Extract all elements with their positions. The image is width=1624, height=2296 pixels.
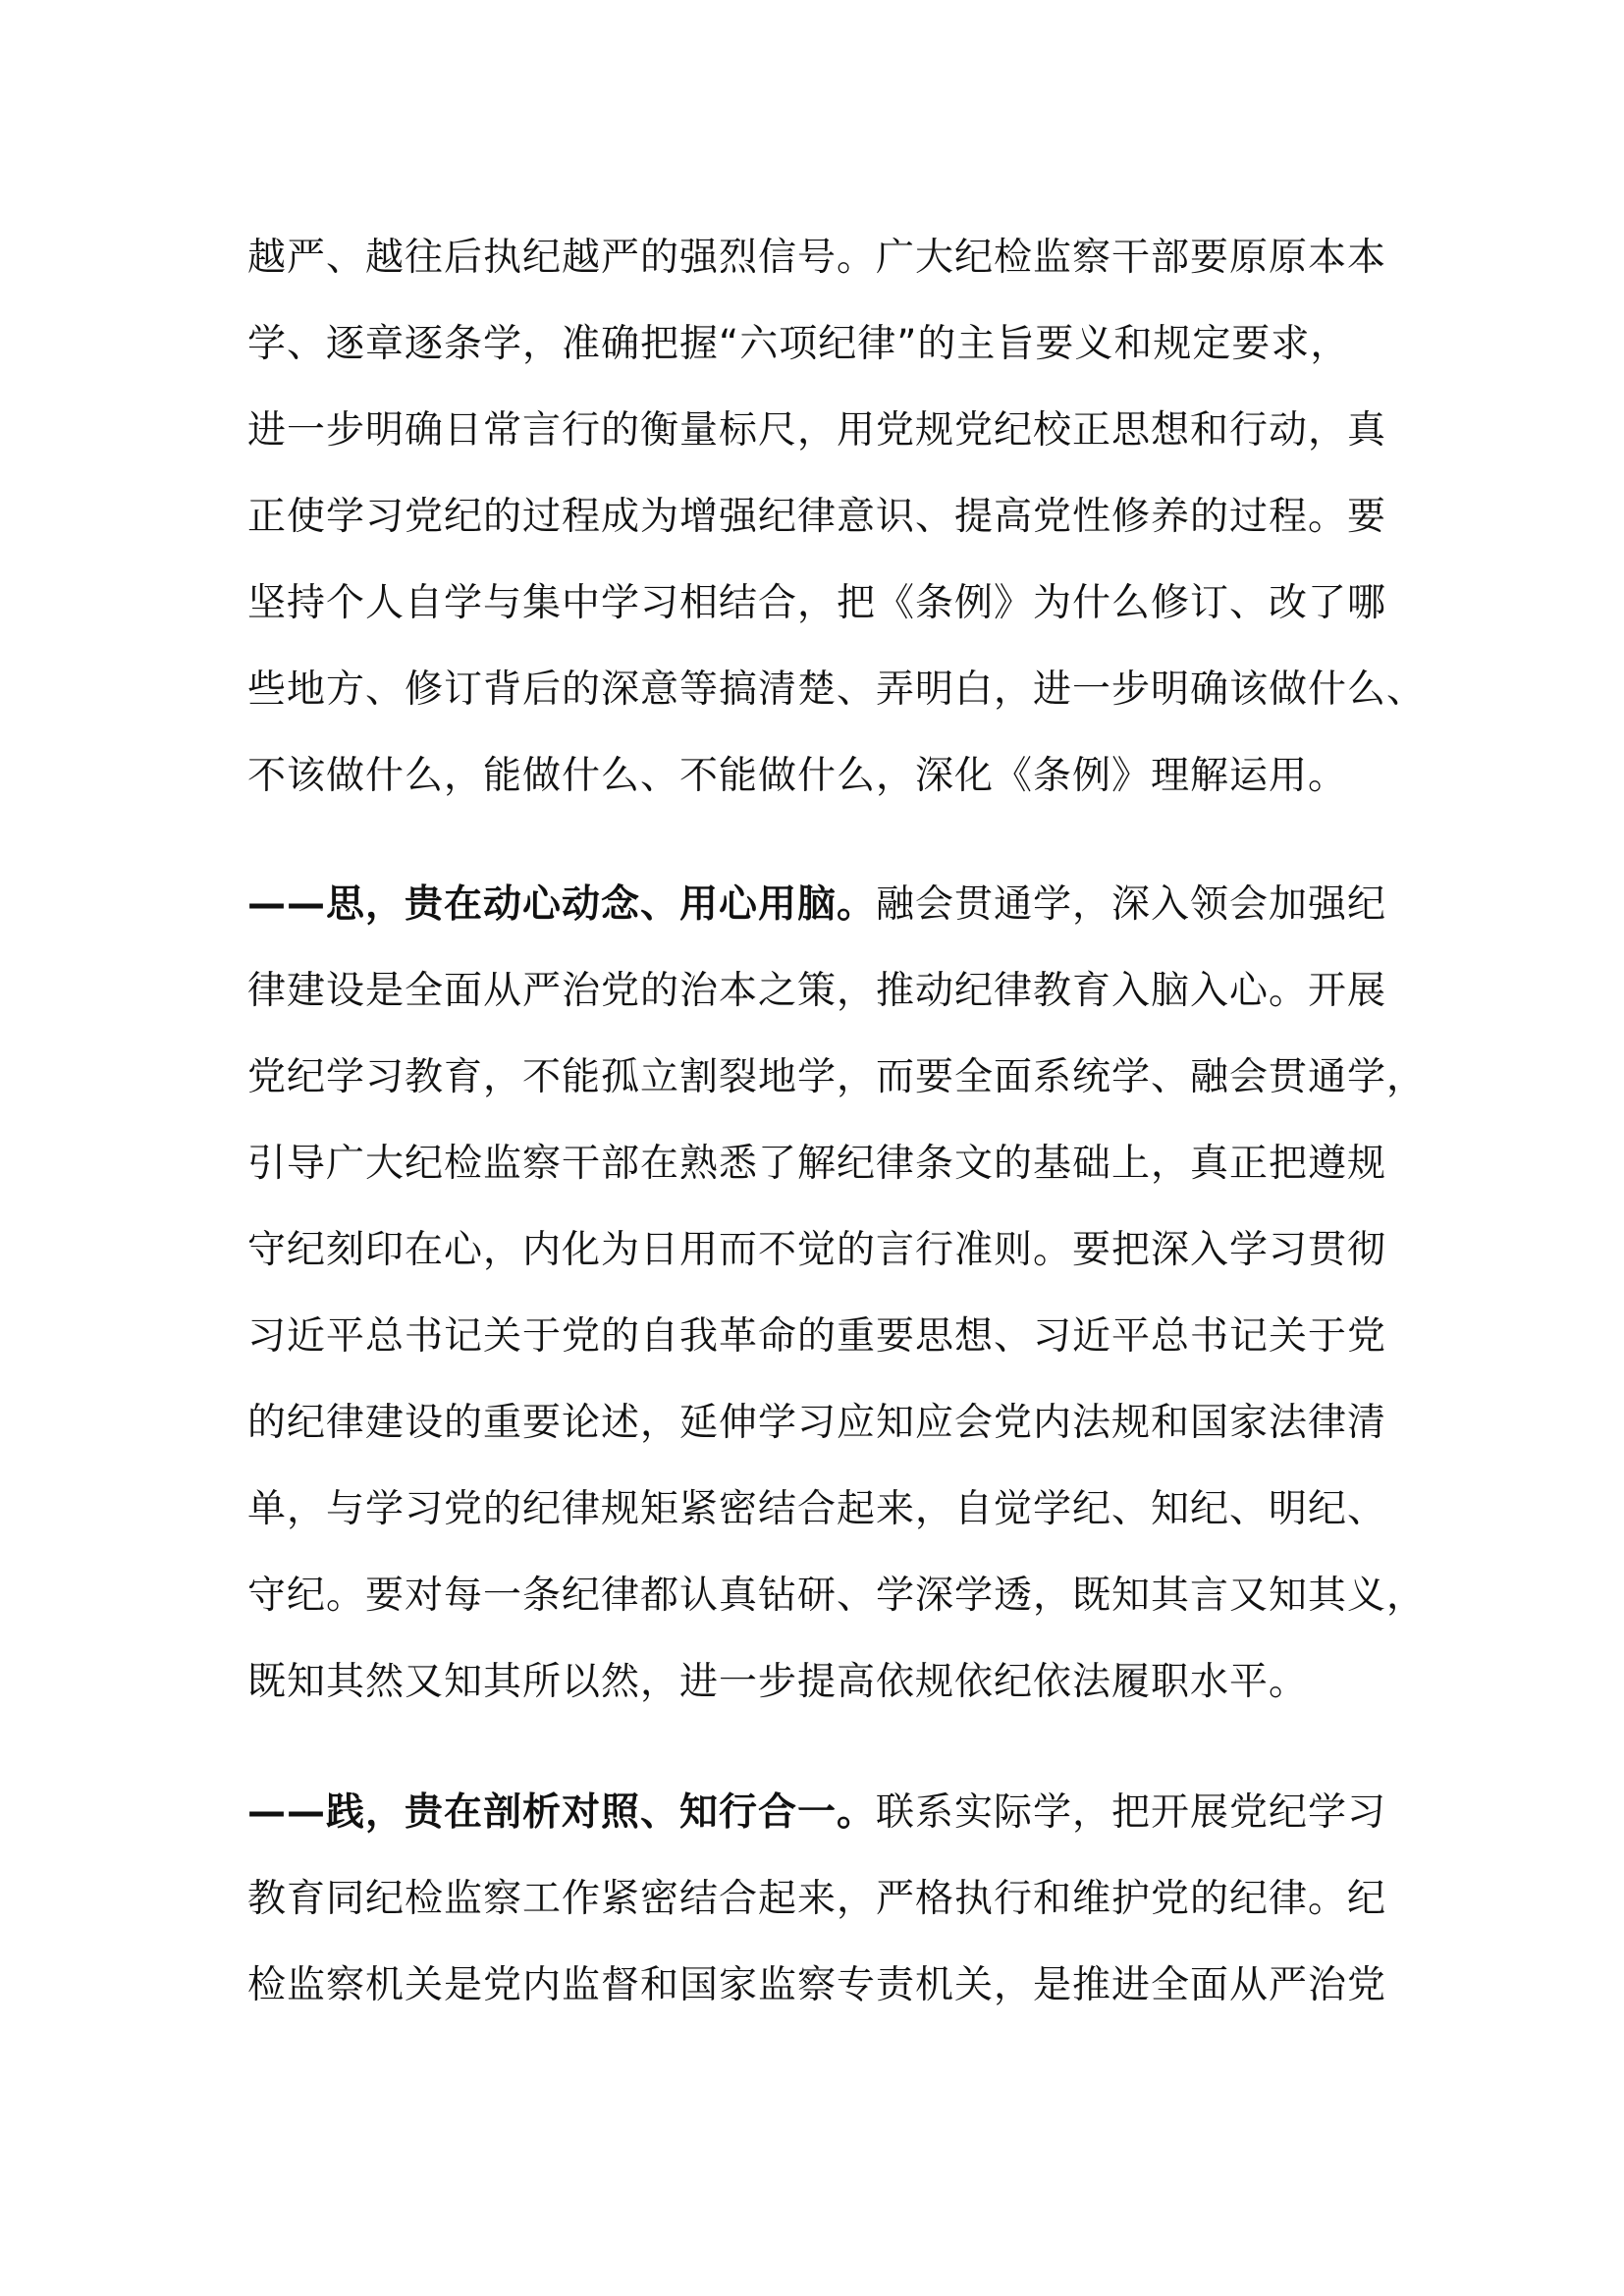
section-heading-think: ——思，贵在动心动念、用心用脑。 bbox=[247, 882, 877, 927]
text-line: 引导广大纪检监察干部在熟悉了解纪律条文的基础上，真正把遵规 bbox=[247, 1142, 1387, 1186]
text-line-rest: 联系实际学，把开展党纪学习 bbox=[876, 1790, 1387, 1835]
text-line: 些地方、修订背后的深意等搞清楚、弄明白，进一步明确该做什么、 bbox=[247, 667, 1427, 712]
text-line: 正使学习党纪的过程成为增强纪律意识、提高党性修养的过程。要 bbox=[247, 495, 1387, 539]
text-line: 习近平总书记关于党的自我革命的重要思想、习近平总书记关于党 bbox=[247, 1314, 1387, 1359]
paragraph-study bbox=[247, 215, 1427, 820]
text-line-rest: 融会贯通学，深入领会加强纪 bbox=[876, 882, 1387, 927]
text-line: 越严、越往后执纪越严的强烈信号。广大纪检监察干部要原原本本 bbox=[247, 236, 1387, 280]
text-line: 守纪刻印在心，内化为日用而不觉的言行准则。要把深入学习贯彻 bbox=[247, 1228, 1387, 1272]
text-line-first bbox=[247, 862, 1386, 948]
text-line-first bbox=[247, 1770, 1386, 1856]
text-line: 坚持个人自学与集中学习相结合，把《条例》为什么修订、改了哪 bbox=[247, 581, 1387, 625]
paragraph-think bbox=[247, 862, 1427, 1726]
text-line: 守纪。要对每一条纪律都认真钻研、学深学透，既知其言又知其义， bbox=[247, 1574, 1427, 1618]
text-line: 进一步明确日常言行的衡量标尺，用党规党纪校正思想和行动，真 bbox=[247, 408, 1387, 453]
text-line: 不该做什么，能做什么、不能做什么，深化《条例》理解运用。 bbox=[247, 754, 1348, 798]
text-line: 党纪学习教育，不能孤立割裂地学，而要全面系统学、融会贯通学， bbox=[247, 1055, 1427, 1099]
section-heading-practice: ——践，贵在剖析对照、知行合一。 bbox=[247, 1790, 877, 1835]
text-line: 既知其然又知其所以然，进一步提高依规依纪依法履职水平。 bbox=[247, 1660, 1309, 1704]
text-line: 律建设是全面从严治党的治本之策，推动纪律教育入脑入心。开展 bbox=[247, 969, 1387, 1013]
text-line: 学、逐章逐条学，准确把握“六项纪律”的主旨要义和规定要求， bbox=[247, 322, 1350, 366]
paragraph-practice bbox=[247, 1770, 1386, 2029]
text-line: 检监察机关是党内监督和国家监察专责机关，是推进全面从严治党 bbox=[247, 1963, 1387, 2007]
text-line: 单，与学习党的纪律规矩紧密结合起来，自觉学纪、知纪、明纪、 bbox=[247, 1487, 1387, 1531]
text-line: 的纪律建设的重要论述，延伸学习应知应会党内法规和国家法律清 bbox=[247, 1401, 1387, 1445]
text-line: 教育同纪检监察工作紧密结合起来，严格执行和维护党的纪律。纪 bbox=[247, 1877, 1387, 1921]
